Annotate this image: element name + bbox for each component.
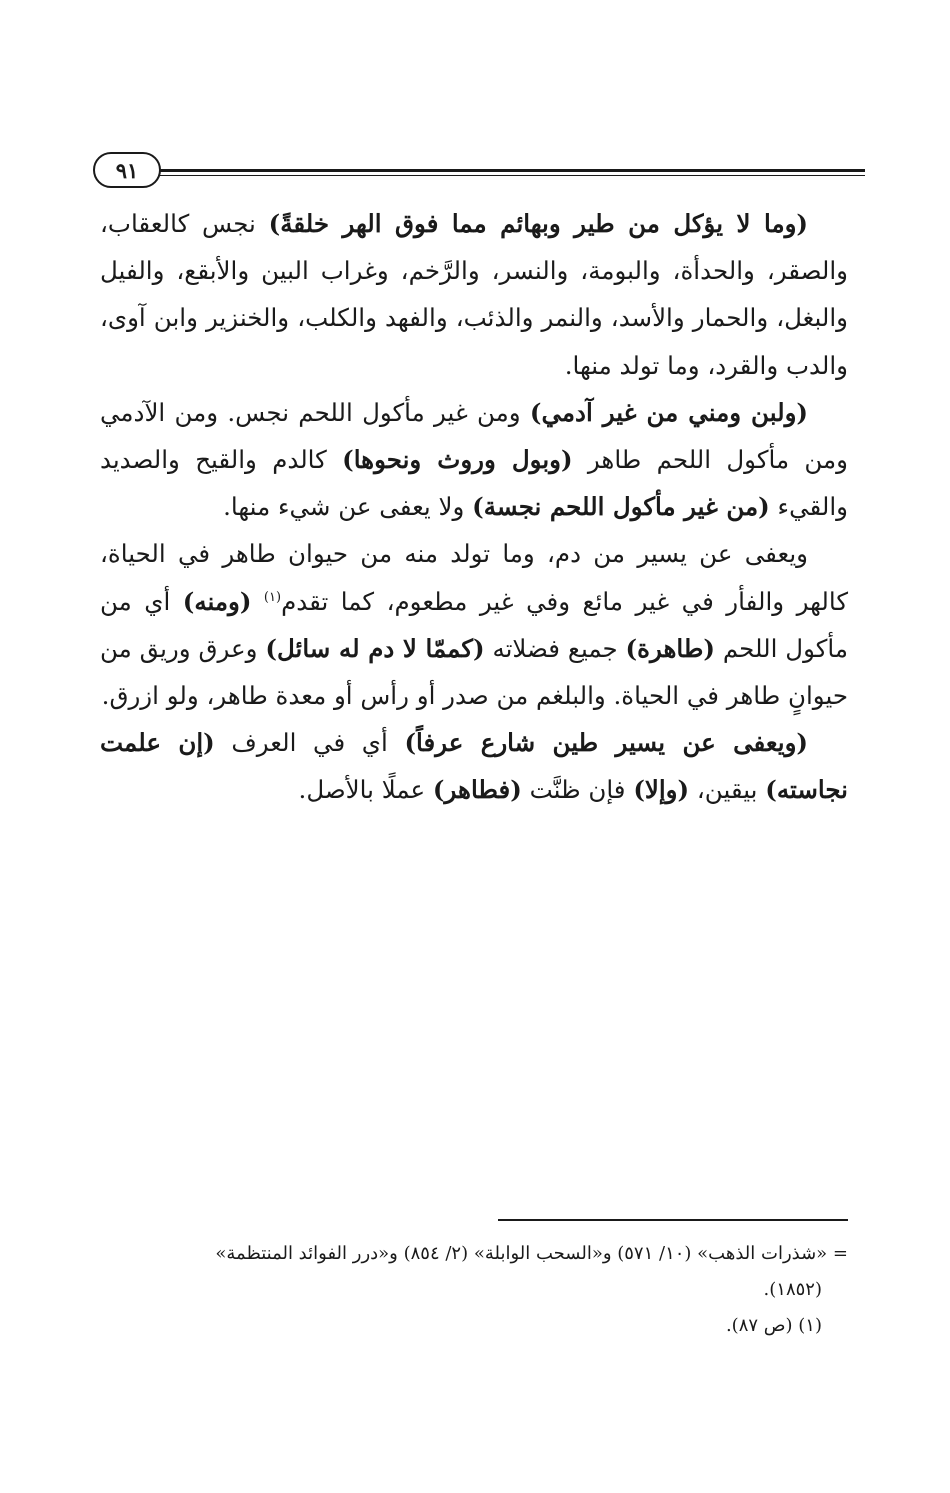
page-header bbox=[93, 152, 865, 192]
sharh-text: ومن غير مأكول اللحم نجس. ومن الآدمي ومن مأكول اللحم طاهر bbox=[100, 397, 848, 475]
matn-text: (كممّا لا دم له سائل) bbox=[265, 633, 485, 663]
matn-text: (ويعفى عن يسير طين شارع عرفاً) bbox=[404, 728, 808, 758]
sharh-text: أي في العرف bbox=[214, 728, 405, 758]
footnote-reference[interactable]: (١) bbox=[263, 589, 282, 605]
matn-text: (ومنه) bbox=[182, 586, 252, 616]
header-rule-thin bbox=[153, 175, 865, 176]
sharh-text: عملًا بالأصل. bbox=[298, 775, 433, 805]
matn-text: (من غير مأكول اللحم نجسة) bbox=[472, 492, 770, 522]
matn-text: (وبول وروث ونحوها) bbox=[342, 445, 573, 475]
paragraph-4 bbox=[100, 719, 848, 813]
matn-text: (فطاهر) bbox=[432, 775, 522, 805]
footnote-continuation-end: (١٨٥٢). bbox=[763, 1279, 822, 1300]
sharh-text: فإن ظنَّت bbox=[521, 775, 634, 805]
sharh-text bbox=[251, 587, 264, 616]
matn-text: (وما لا يؤكل من طير وبهائم مما فوق الهر خلقةً) bbox=[268, 209, 808, 238]
matn-text: (ولبن ومني من غير آدمي) bbox=[529, 397, 808, 427]
matn-text: (إن علمت نجاسته) bbox=[100, 728, 848, 805]
footnotes bbox=[100, 1236, 848, 1344]
sharh-text: كالدم والقيح والصديد والقيء bbox=[100, 445, 848, 522]
matn-text: (طاهرة) bbox=[625, 633, 715, 663]
sharh-text: ويعفى عن يسير من دم، وما تولد منه من حيوان طاهر في الحياة، كالهر والفأر في غير مائع وفي غير مطعوم، كما تقدم bbox=[100, 539, 848, 616]
main-text bbox=[100, 200, 848, 814]
sharh-text: ولا يعفى عن شيء منها. bbox=[223, 492, 473, 522]
footnote-1: (١) (ص ٨٧). bbox=[725, 1315, 822, 1336]
header-rule bbox=[153, 169, 865, 172]
matn-text: (وإلا) bbox=[633, 775, 690, 805]
sharh-text: نجس كالعقاب، والصقر، والحدأة، والبومة، والنسر، والرَّخم، وغراب البين والأبقع، والفيل والبغل، والحمار والأسد، والنمر والذئب، والفهد والكلب، والخنزير وابن آوى، والدب والقرد، وما تولد منها. bbox=[100, 209, 848, 380]
paragraph-2 bbox=[100, 389, 848, 531]
paragraph-3 bbox=[100, 530, 848, 719]
footnote-separator bbox=[498, 1219, 848, 1221]
sharh-text: بيقين، bbox=[689, 775, 766, 805]
footnote-continuation: = «شذرات الذهب» (١٠/ ٥٧١) و«السحب الوابلة» (٢/ ٨٥٤) و«درر الفوائد المنتظمة» bbox=[215, 1243, 848, 1264]
sharh-text: وعرق وريق من حيوانٍ طاهر في الحياة. والبلغم من صدر أو رأس أو معدة طاهر، ولو ازرق. bbox=[100, 633, 848, 711]
page-number-badge bbox=[93, 152, 161, 188]
sharh-text: جميع فضلاته bbox=[484, 633, 626, 663]
page-number: ٩١ bbox=[115, 157, 139, 183]
paragraph-1 bbox=[100, 200, 848, 389]
sharh-text: أي من مأكول اللحم bbox=[100, 586, 848, 663]
